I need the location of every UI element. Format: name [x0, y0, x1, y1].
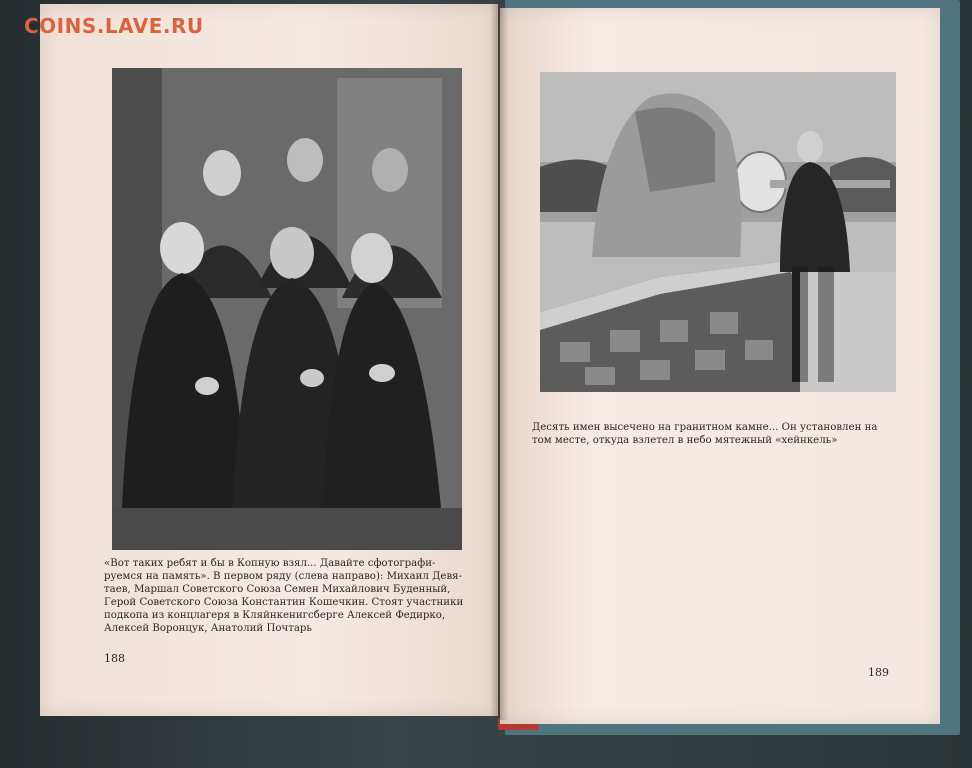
right-photo-caption: Десять имен высечено на гранитном камне... Он установлен на том месте, откуда взлетел в небо мятежный «хейнкель»	[532, 422, 878, 446]
page-number-left: 188	[104, 652, 125, 665]
page-number-right: 189	[868, 666, 889, 679]
monument-photo	[540, 72, 896, 392]
site-watermark: COINS.LAVE.RU	[24, 14, 204, 38]
monument-photo-illustration	[540, 72, 896, 392]
book-gutter	[490, 4, 508, 720]
group-photo	[112, 68, 462, 550]
left-photo-caption: «Вот таких ребят и бы в Копную взял... Давайте сфотографи- руемся на память». В первом ряду (слева направо): Михаил Девя- таев, Маршал Советского Союза Семен Михайлович Буденный, Герой Советского Союза Константин Кошечкин. Стоят участники подкопа из концлагеря в Кляйнкенигсберге Алексей Федирко, Алексей Воронцук, Анатолий Почтарь	[104, 558, 464, 634]
group-photo-illustration	[112, 68, 462, 550]
